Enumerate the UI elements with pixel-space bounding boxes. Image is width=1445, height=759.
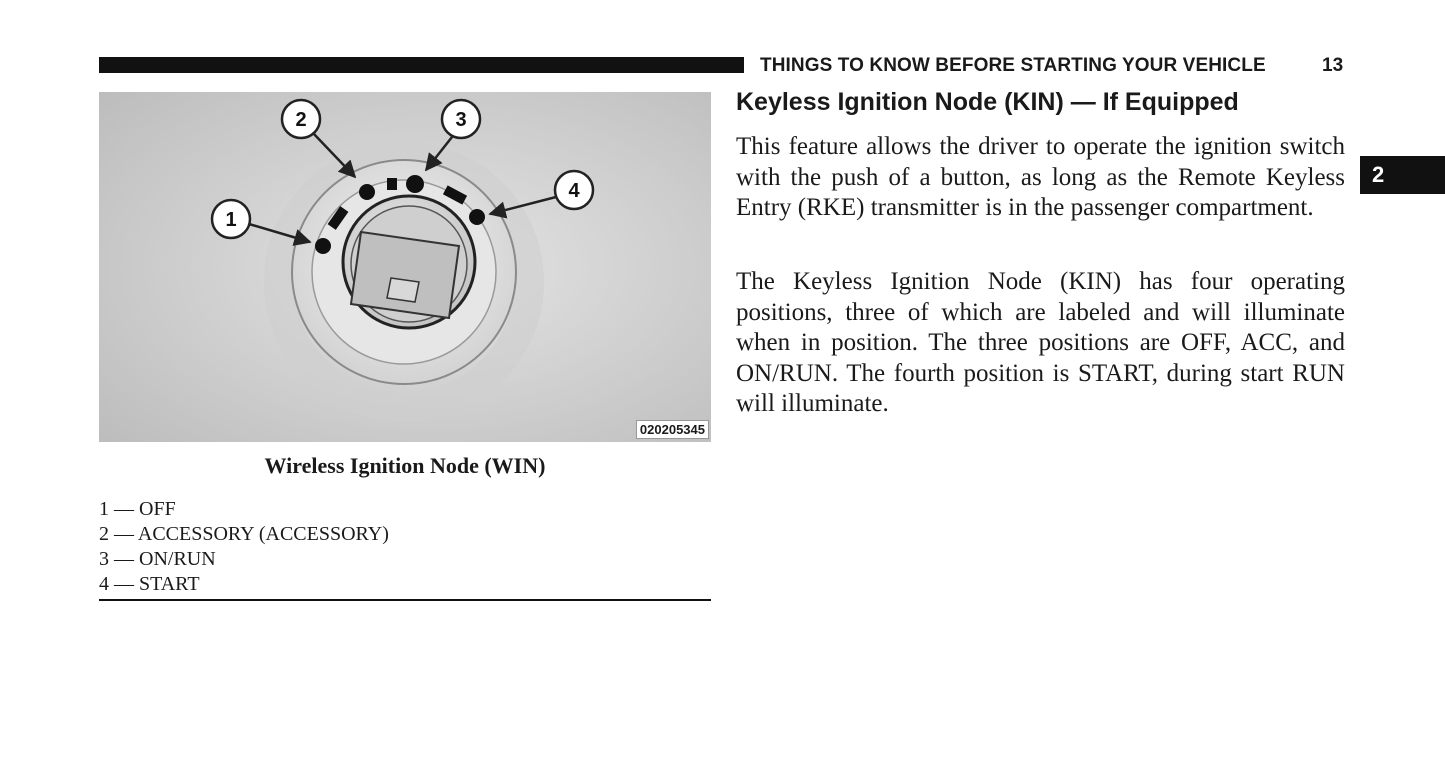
ignition-node-illustration — [99, 92, 711, 442]
callout-1 — [212, 200, 250, 238]
figure-caption: Wireless Ignition Node (WIN) — [264, 453, 546, 478]
running-header: THINGS TO KNOW BEFORE STARTING YOUR VEHICLE — [760, 55, 1266, 76]
header-rule — [99, 57, 744, 73]
figure-legend — [99, 497, 711, 601]
legend-item: 1 — OFF — [99, 498, 176, 520]
page-number: 13 — [1322, 55, 1344, 76]
callout-2 — [282, 100, 320, 138]
callout-3 — [442, 100, 480, 138]
section-heading: Keyless Ignition Node (KIN) — If Equipped — [736, 88, 1239, 116]
figure-id-label: 020205345 — [636, 420, 709, 439]
callout-4 — [555, 171, 593, 209]
legend-item: 2 — ACCESSORY (ACCESSORY) — [99, 523, 389, 545]
legend-item: 4 — START — [99, 573, 200, 595]
chapter-tab: 2 — [1360, 156, 1445, 194]
body-paragraph: This feature allows the driver to operate the ignition switch with the push of a button, as long as the Remote Keyless Entry (RKE) transmitter is in the passenger compartment. — [736, 133, 1345, 221]
svg-text:4: 4 — [568, 180, 580, 202]
legend-item: 3 — ON/RUN — [99, 548, 216, 570]
svg-text:1: 1 — [225, 209, 237, 231]
body-paragraph: The Keyless Ignition Node (KIN) has four operating positions, three of which are labeled and will illuminate when in position. The three positions are OFF, ACC, and ON/RUN. The fourth position is START, during start RUN will illuminate. — [736, 268, 1345, 417]
ignition-node-figure — [99, 92, 711, 442]
svg-text:2: 2 — [295, 109, 307, 131]
svg-text:3: 3 — [455, 109, 467, 131]
